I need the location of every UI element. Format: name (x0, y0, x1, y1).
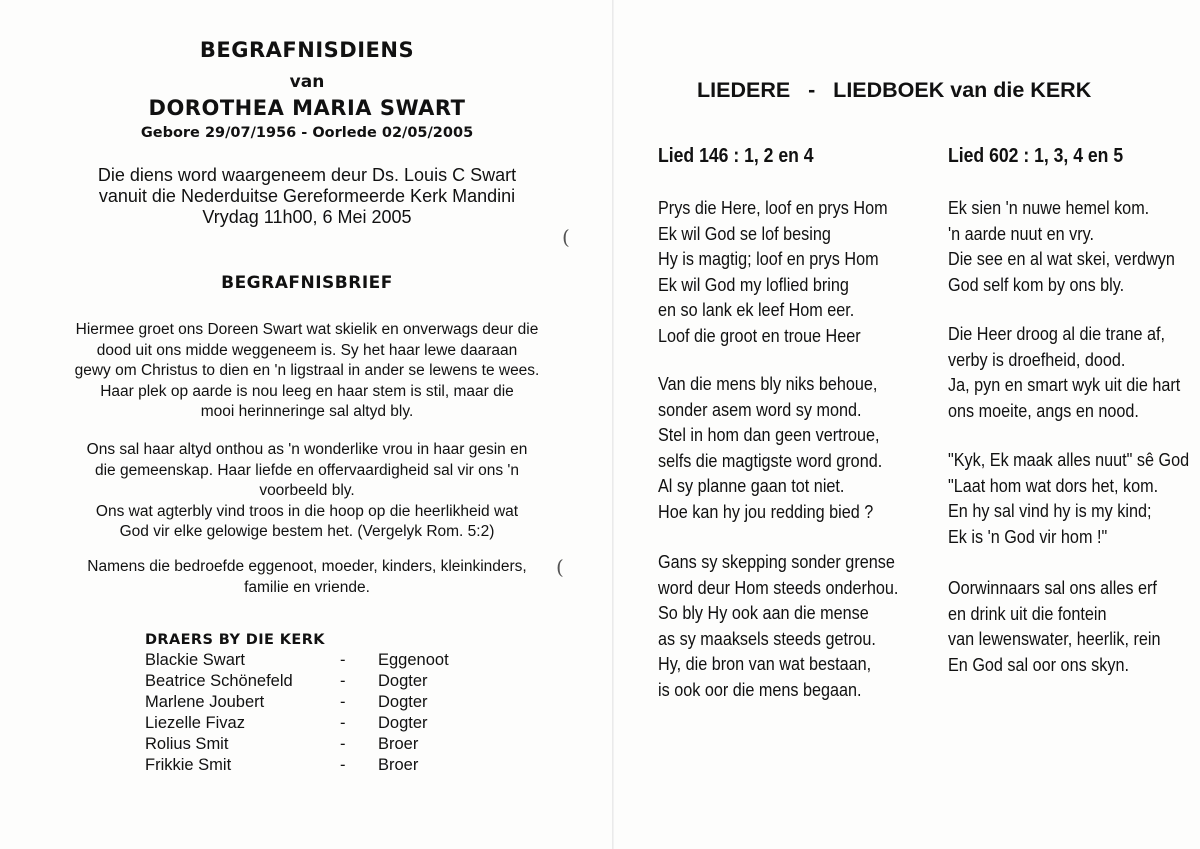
paragraph-line: Namens die bedroefde eggenoot, moeder, kinders, kleinkinders, (87, 558, 527, 575)
verse-line: Prys die Here, loof en prys Hom (658, 198, 888, 218)
bearer-name: Marlene Joubert (145, 693, 265, 711)
paragraph-line: Ons wat agterbly vind troos in die hoop op die heerlikheid wat (95, 502, 519, 520)
verse-line: Gans sy skepping sonder grense (658, 552, 895, 572)
letter-paragraph-3 (0, 557, 614, 598)
bearer-dash: - (340, 651, 346, 669)
verse-line: en so lank ek leef Hom eer. (658, 300, 855, 320)
verse-line: selfs die magtigste word grond. (658, 450, 883, 471)
verse-line: verby is droefheid, dood. (948, 349, 1126, 370)
bearer-relation: Broer (378, 756, 419, 774)
letter-paragraph-1 (0, 320, 614, 423)
paragraph-line: Hiermee groet ons Doreen Swart wat skielik en onverwags deur die (75, 321, 539, 338)
verse-line: Ek sien 'n nuwe hemel kom. (948, 198, 1150, 218)
paragraph-line: God vir elke gelowige bestem het. (Vergelyk Rom. 5:2) (119, 523, 495, 540)
verse-line: Oorwinnaars sal ons alles erf (948, 578, 1157, 598)
bearer-dash: - (340, 735, 346, 753)
bearer-name: Beatrice Schönefeld (145, 672, 293, 690)
title-van: van (289, 72, 325, 92)
verse-line: God self kom by ons bly. (948, 274, 1125, 295)
service-line: Vrydag 11h00, 6 Mei 2005 (202, 207, 412, 227)
service-title: BEGRAFNISDIENS (199, 38, 415, 62)
verse-line: Al sy planne gaan tot niet. (658, 476, 845, 496)
bearer-relation: Eggenoot (378, 651, 449, 669)
verse-line: Hoe kan hy jou redding bied ? (658, 501, 874, 522)
verse-line: is ook oor die mens begaan. (658, 679, 862, 700)
verse-line: Ja, pyn en smart wyk uit die hart (948, 375, 1181, 395)
verse-line: En hy sal vind hy is my kind; (948, 501, 1152, 521)
verse-line: Ek is 'n God vir hom !" (948, 526, 1108, 547)
letter-paragraph-2 (0, 440, 614, 543)
punch-hole-mark: ( (556, 555, 564, 579)
birth-death-dates: Gebore 29/07/1956 - Oorlede 02/05/2005 (140, 125, 474, 141)
letter-heading: BEGRAFNISBRIEF (221, 273, 393, 293)
verse-line: ons moeite, angs en nood. (948, 400, 1139, 421)
bearer-relation: Broer (378, 735, 419, 753)
hymn-602-title: Lied 602 : 1, 3, 4 en 5 (948, 145, 1124, 167)
service-line: Die diens word waargeneem deur Ds. Louis C Swart (97, 165, 517, 185)
verse-line: Van die mens bly niks behoue, (658, 374, 878, 394)
hymn-146-stanza-3 (658, 550, 898, 703)
verse-line: Ek wil God my loflied bring (658, 274, 849, 295)
hymn-146-title: Lied 146 : 1, 2 en 4 (658, 145, 814, 167)
paragraph-line: familie en vriende. (244, 578, 370, 596)
verse-line: Die see en al wat skei, verdwyn (948, 249, 1175, 269)
verse-line: van lewenswater, heerlik, rein (948, 629, 1161, 649)
verse-line: En God sal oor ons skyn. (948, 654, 1129, 675)
bearer-dash: - (340, 714, 346, 732)
verse-line: Stel in hom dan geen vertroue, (658, 425, 880, 445)
bearer-dash: - (340, 672, 346, 690)
hymn-602-stanza-4 (948, 576, 1161, 678)
paragraph-line: die gemeenskap. Haar liefde en offervaardigheid sal vir ons 'n (94, 461, 519, 479)
paragraph-line: gewy om Christus to dien en 'n ligstraal in ander se lewens te wees. (74, 362, 540, 379)
verse-line: sonder asem word sy mond. (658, 399, 862, 420)
verse-line: 'n aarde nuut en vry. (948, 223, 1094, 244)
bearer-dash: - (340, 756, 346, 774)
bearer-name: Liezelle Fivaz (145, 714, 245, 732)
deceased-name: DOROTHEA MARIA SWART (148, 96, 466, 120)
verse-line: Hy is magtig; loof en prys Hom (658, 249, 879, 269)
paragraph-line: voorbeeld bly. (259, 482, 355, 499)
verse-line: en drink uit die fontein (948, 603, 1107, 624)
bearer-dash: - (340, 693, 346, 711)
bearers-heading: DRAERS BY DIE KERK (145, 632, 325, 648)
paragraph-line: Ons sal haar altyd onthou as 'n wonderlike vrou in haar gesin en (86, 441, 528, 458)
verse-line: as sy maaksels steeds getrou. (658, 628, 876, 649)
verse-line: "Kyk, Ek maak alles nuut" sê God (948, 450, 1190, 470)
paragraph-line: mooi herinneringe sal altyd bly. (200, 403, 414, 420)
hymn-602-stanza-3 (948, 448, 1189, 550)
bearer-relation: Dogter (378, 693, 428, 711)
hymn-602-stanza-2 (948, 322, 1180, 424)
hymn-146-stanza-1 (658, 196, 888, 349)
service-line: vanuit die Nederduitse Gereformeerde Kerk Mandini (98, 186, 516, 206)
verse-line: Ek wil God se lof besing (658, 223, 831, 244)
bearer-name: Frikkie Smit (145, 756, 232, 774)
punch-hole-mark: ( (562, 225, 570, 249)
verse-line: Hy, die bron van wat bestaan, (658, 654, 872, 674)
verse-line: word deur Hom steeds onderhou. (658, 577, 899, 598)
bearer-relation: Dogter (378, 672, 428, 690)
bearer-relation: Dogter (378, 714, 428, 732)
hymn-146-stanza-2 (658, 372, 882, 525)
paragraph-line: dood uit ons midde weggeneem is. Sy het haar lewe daaraan (96, 341, 518, 359)
bearer-name: Blackie Swart (145, 651, 245, 669)
paragraph-line: Haar plek op aarde is nou leeg en haar stem is stil, maar die (100, 382, 514, 400)
service-info (0, 165, 614, 228)
verse-line: Die Heer droog al die trane af, (948, 324, 1166, 344)
verse-line: So bly Hy ook aan die mense (658, 603, 869, 623)
verse-line: Loof die groot en troue Heer (658, 325, 861, 346)
hymns-heading: LIEDERE - LIEDBOEK van die KERK (697, 78, 1092, 102)
bearer-name: Rolius Smit (145, 735, 229, 753)
verse-line: "Laat hom wat dors het, kom. (948, 475, 1159, 496)
hymn-602-stanza-1 (948, 196, 1175, 298)
